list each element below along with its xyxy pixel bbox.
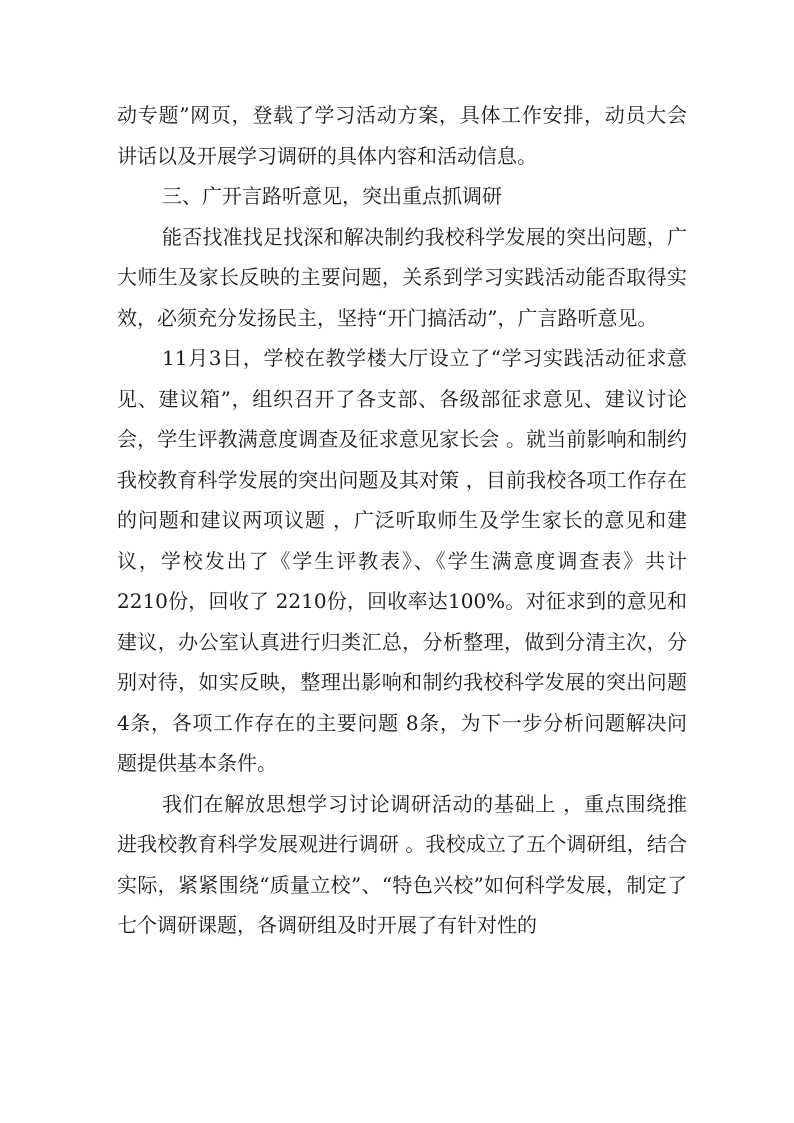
document-body xyxy=(117,95,687,946)
paragraph-survey: 11月3日，学校在教学楼大厅设立了“学习实践活动征求意见、建议箱”，组织召开了各支部、各级部征求意见、建议讨论会，学生评教满意度调查及征求意见家长会 。就当前影响和制约我校教育科学发展的突出问题及其对策 ，目前我校各项工作存在的问题和建议两项议题 ，广泛听取师生及学生家长的意见和建议，学校发出了《学生评教表》、《学生满意度调查表》共计 2210份，回收了 2210份，回收率达100%。对征求到的意见和建议，办公室认真进行归类汇总，分析整理，做到分清主次，分别对待，如实反映，整理出影响和制约我校科学发展的突出问题 4条，各项工作存在的主要问题 8条，为下一步分析问题解决问题提供基本条件。 xyxy=(117,346,687,775)
section-heading: 三、广开言路听意见，突出重点抓调研 xyxy=(162,184,502,208)
paragraph-continuation: 动专题”网页，登载了学习活动方案，具体工作安排，动员大会讲话以及开展学习调研的具体内容和活动信息。 xyxy=(117,103,687,168)
paragraph-research: 我们在解放思想学习讨论调研活动的基础上 ，重点围绕推进我校教育科学发展观进行调研 。我校成立了五个调研组，结合实际，紧紧围绕“质量立校”、“特色兴校”如何科学发展，制定了七个调研课题，各调研组及时开展了有针对性的 xyxy=(117,791,687,937)
paragraph-problems: 能否找准找足找深和解决制约我校科学发展的突出问题，广大师生及家长反映的主要问题，关系到学习实践活动能否取得实效，必须充分发扬民主，坚持“开门搞活动”，广言路听意见。 xyxy=(117,224,687,330)
